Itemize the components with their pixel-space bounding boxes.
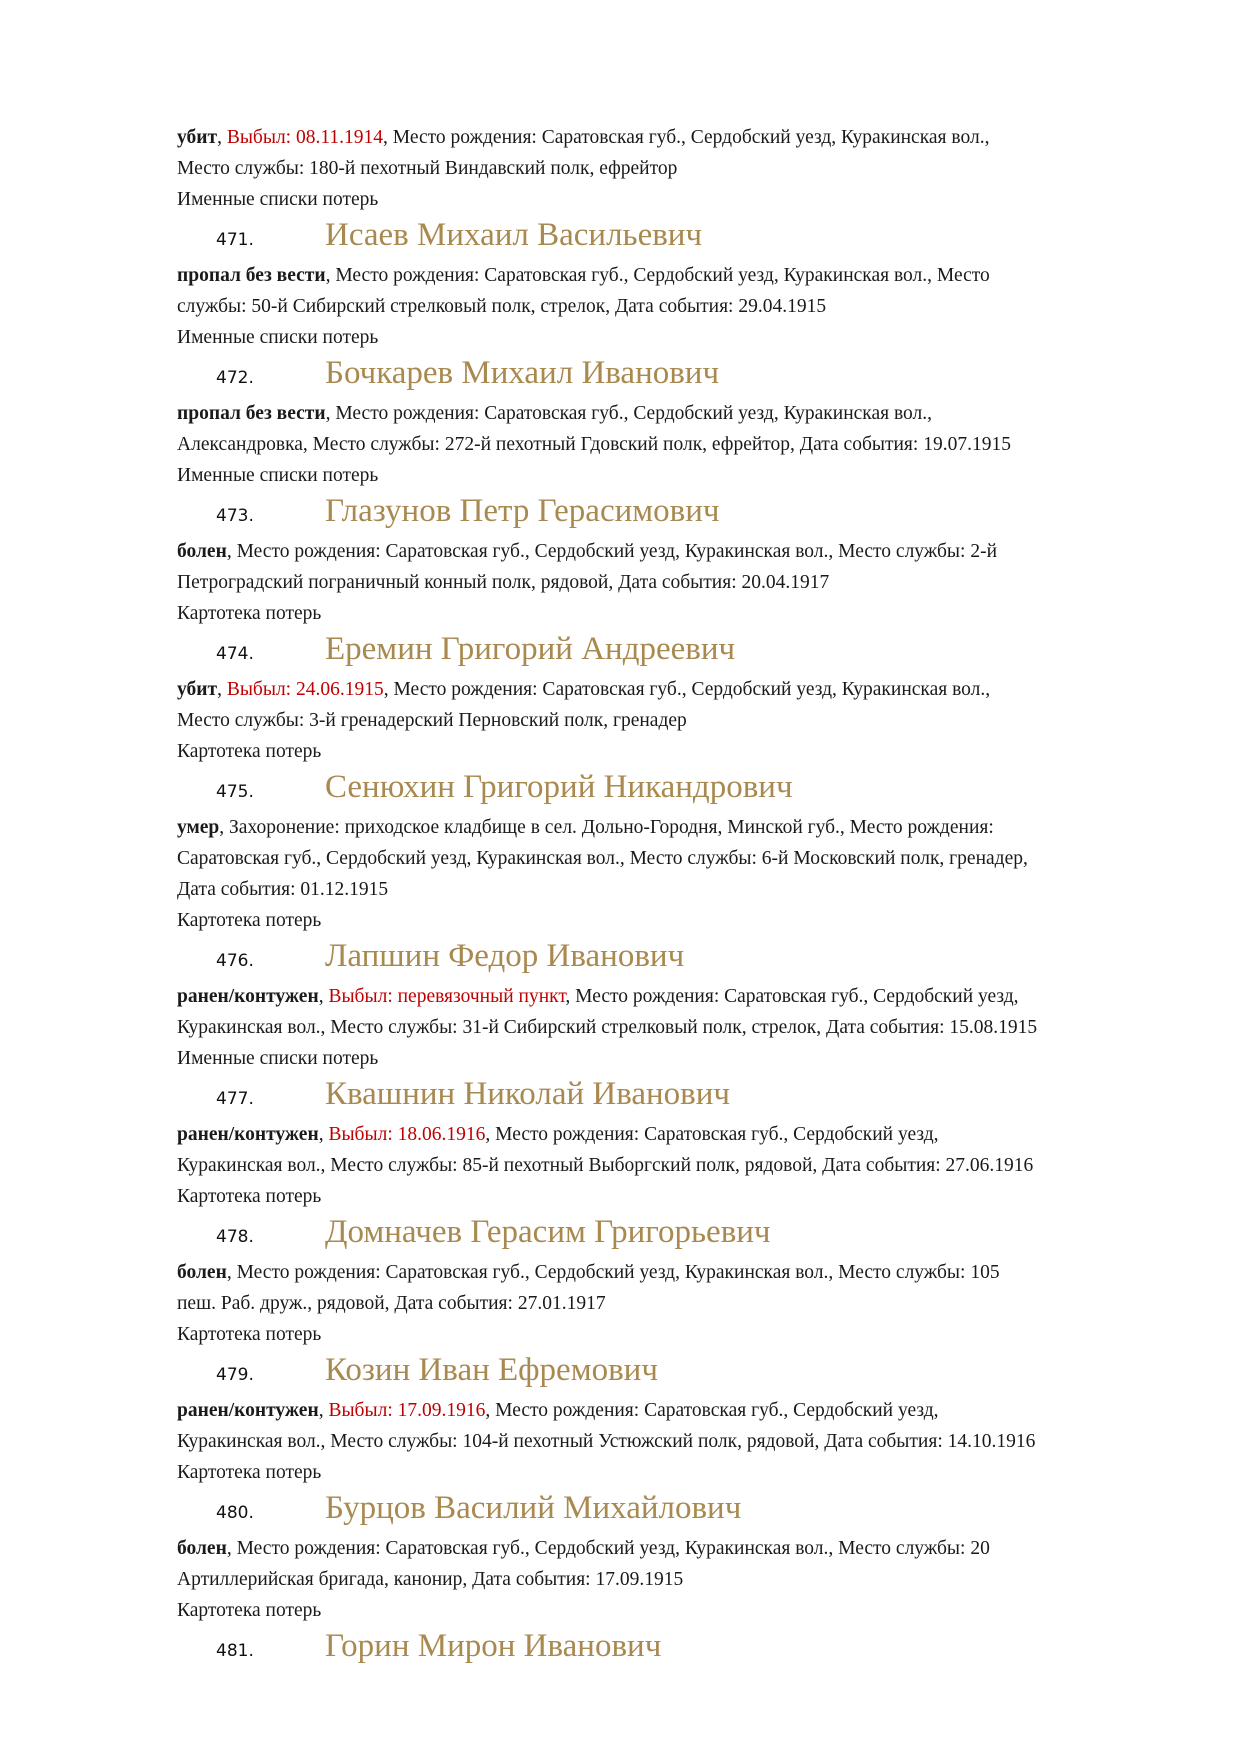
record-number: 475. — [216, 782, 254, 802]
person-name: Сенюхин Григорий Никандрович — [325, 769, 793, 805]
record-source: Именные списки потерь — [177, 189, 379, 210]
record-detail-line: Куракинская вол., Место службы: 104-й пехотный Устюжский полк, рядовой, Дата события: 14.10.1916 — [177, 1431, 1036, 1452]
discharged-info: Выбыл: 18.06.1916 — [328, 1124, 486, 1145]
record-detail-line: Место службы: 3-й гренадерский Перновский полк, гренадер — [177, 710, 687, 731]
record-entry — [177, 767, 1167, 936]
person-name: Исаев Михаил Васильевич — [325, 217, 703, 253]
record-source: Картотека потерь — [177, 1462, 322, 1483]
record-heading — [177, 1350, 1167, 1395]
record-entry — [177, 936, 1167, 1074]
record-detail-line: Александровка, Место службы: 272-й пехотный Гдовский полк, ефрейтор, Дата события: 19.07.1915 — [177, 434, 1011, 455]
record-source: Картотека потерь — [177, 1600, 322, 1621]
record-status: ранен/контужен — [177, 986, 319, 1007]
person-name: Козин Иван Ефремович — [325, 1352, 658, 1388]
record-detail-line: ранен/контужен, Выбыл: 17.09.1916, Место рождения: Саратовская губ., Сердобский уезд, — [177, 1400, 939, 1421]
record-heading — [177, 215, 1167, 260]
record-status: пропал без вести — [177, 265, 326, 286]
person-name: Бочкарев Михаил Иванович — [325, 355, 720, 391]
record-number: 480. — [216, 1503, 254, 1523]
record-detail-line: пропал без вести, Место рождения: Саратовская губ., Сердобский уезд, Куракинская вол., — [177, 403, 933, 424]
record-number: 474. — [216, 644, 254, 664]
record-status: ранен/контужен — [177, 1124, 319, 1145]
record-detail-line: Петроградский пограничный конный полк, рядовой, Дата события: 20.04.1917 — [177, 572, 830, 593]
record-heading — [177, 1488, 1167, 1533]
leading-record — [177, 122, 1167, 215]
record-status: умер — [177, 817, 220, 838]
person-name: Лапшин Федор Иванович — [325, 938, 685, 974]
record-status: убит — [177, 679, 218, 700]
record-heading — [177, 1212, 1167, 1257]
record-number: 472. — [216, 368, 254, 388]
record-source: Картотека потерь — [177, 741, 322, 762]
record-heading — [177, 1626, 1167, 1671]
discharged-info: Выбыл: 08.11.1914 — [226, 127, 383, 148]
record-detail-line: Дата события: 01.12.1915 — [177, 879, 389, 900]
record-detail-line: умер, Захоронение: приходское кладбище в сел. Дольно-Городня, Минской губ., Место рождения: — [177, 817, 994, 838]
record-entry — [177, 629, 1167, 767]
record-number: 479. — [216, 1365, 254, 1385]
record-source: Картотека потерь — [177, 910, 322, 931]
discharged-info: Выбыл: 24.06.1915 — [226, 679, 384, 700]
record-status: болен — [177, 541, 227, 562]
person-name: Домначев Герасим Григорьевич — [325, 1214, 771, 1250]
record-status: болен — [177, 1538, 227, 1559]
record-detail-line: ранен/контужен, Выбыл: 18.06.1916, Место рождения: Саратовская губ., Сердобский уезд, — [177, 1124, 939, 1145]
record-entry — [177, 1074, 1167, 1212]
record-source: Именные списки потерь — [177, 465, 379, 486]
record-entry — [177, 1488, 1167, 1626]
record-heading — [177, 491, 1167, 536]
record-detail-line: убит, Выбыл: 08.11.1914, Место рождения: Саратовская губ., Сердобский уезд, Куракинская вол., — [177, 127, 990, 148]
document-page — [177, 122, 1167, 1671]
record-entry — [177, 491, 1167, 629]
person-name: Глазунов Петр Герасимович — [325, 493, 720, 529]
record-heading — [177, 767, 1167, 812]
record-source: Именные списки потерь — [177, 327, 379, 348]
record-number: 477. — [216, 1089, 254, 1109]
record-source: Именные списки потерь — [177, 1048, 379, 1069]
record-number: 473. — [216, 506, 254, 526]
discharged-info: Выбыл: перевязочный пункт — [328, 986, 566, 1007]
record-heading — [177, 1074, 1167, 1119]
record-detail-line: Место службы: 180-й пехотный Виндавский полк, ефрейтор — [177, 158, 678, 179]
record-status: болен — [177, 1262, 227, 1283]
record-entry — [177, 1626, 1167, 1671]
record-detail-line: убит, Выбыл: 24.06.1915, Место рождения: Саратовская губ., Сердобский уезд, Куракинская вол., — [177, 679, 991, 700]
record-detail-line: пропал без вести, Место рождения: Саратовская губ., Сердобский уезд, Куракинская вол., Место — [177, 265, 990, 286]
record-entry — [177, 1212, 1167, 1350]
record-status: пропал без вести — [177, 403, 326, 424]
record-status: убит — [177, 127, 218, 148]
record-number: 471. — [216, 230, 254, 250]
record-entry — [177, 215, 1167, 353]
record-source: Картотека потерь — [177, 1324, 322, 1345]
record-heading — [177, 936, 1167, 981]
person-name: Горин Мирон Иванович — [325, 1628, 662, 1664]
record-detail-line: Саратовская губ., Сердобский уезд, Куракинская вол., Место службы: 6-й Московский полк, гренадер, — [177, 848, 1028, 869]
record-source: Картотека потерь — [177, 603, 322, 624]
record-number: 476. — [216, 951, 254, 971]
record-detail-line: пеш. Раб. друж., рядовой, Дата события: 27.01.1917 — [177, 1293, 606, 1314]
record-detail-line: Куракинская вол., Место службы: 31-й Сибирский стрелковый полк, стрелок, Дата события: 15.08.1915 — [177, 1017, 1038, 1038]
record-status: ранен/контужен — [177, 1400, 319, 1421]
record-entry — [177, 1350, 1167, 1488]
record-source: Картотека потерь — [177, 1186, 322, 1207]
person-name: Еремин Григорий Андреевич — [325, 631, 736, 667]
record-detail-line: Куракинская вол., Место службы: 85-й пехотный Выборгский полк, рядовой, Дата события: 27.06.1916 — [177, 1155, 1034, 1176]
record-heading — [177, 353, 1167, 398]
record-detail-line: ранен/контужен, Выбыл: перевязочный пункт, Место рождения: Саратовская губ., Сердобский уезд, — [177, 986, 1019, 1007]
record-number: 481. — [216, 1641, 254, 1661]
record-detail-line: болен, Место рождения: Саратовская губ., Сердобский уезд, Куракинская вол., Место службы: 105 — [177, 1262, 1000, 1283]
record-number: 478. — [216, 1227, 254, 1247]
record-entry — [177, 353, 1167, 491]
record-detail-line: болен, Место рождения: Саратовская губ., Сердобский уезд, Куракинская вол., Место службы: 20 — [177, 1538, 990, 1559]
discharged-info: Выбыл: 17.09.1916 — [328, 1400, 486, 1421]
person-name: Квашнин Николай Иванович — [325, 1076, 731, 1112]
record-detail-line: болен, Место рождения: Саратовская губ., Сердобский уезд, Куракинская вол., Место службы: 2-й — [177, 541, 998, 562]
person-name: Бурцов Василий Михайлович — [325, 1490, 742, 1526]
record-detail-line: службы: 50-й Сибирский стрелковый полк, стрелок, Дата события: 29.04.1915 — [177, 296, 827, 317]
record-heading — [177, 629, 1167, 674]
record-detail-line: Артиллерийская бригада, канонир, Дата события: 17.09.1915 — [177, 1569, 684, 1590]
